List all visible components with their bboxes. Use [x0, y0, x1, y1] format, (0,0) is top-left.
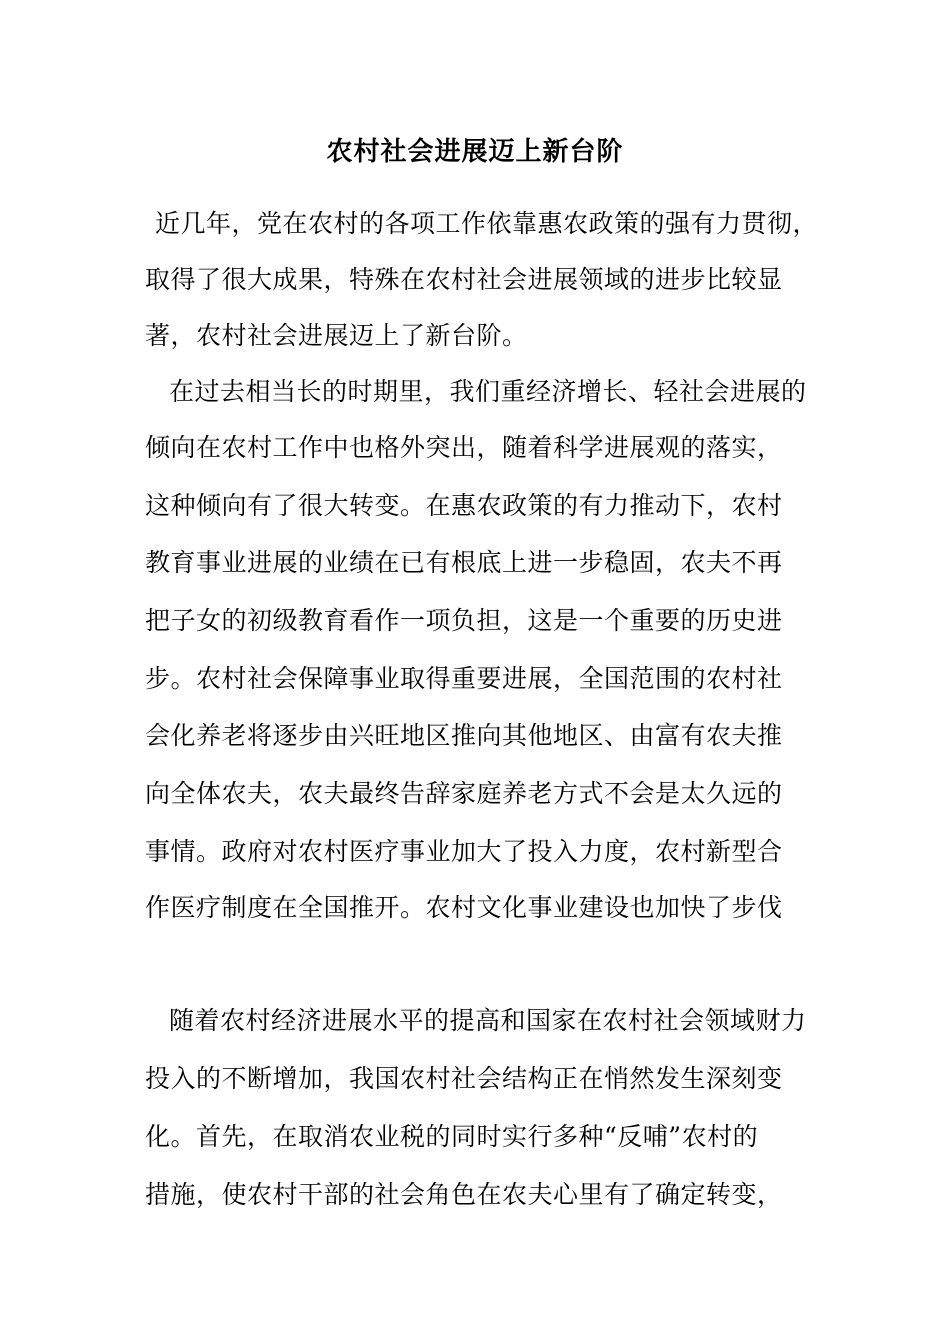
paragraph-2-line-5: 把子女的初级教育看作一项负担，这是一个重要的历史进	[145, 606, 783, 635]
paragraph-2-line-4: 教育事业进展的业绩在已有根底上进一步稳固，农夫不再	[145, 548, 783, 577]
paragraph-2-line-3: 这种倾向有了很大转变。在惠农政策的有力推动下，农村	[145, 491, 783, 520]
paragraph-3-line-1: 随着农村经济进展水平的提高和国家在农村社会领域财力	[169, 1006, 807, 1035]
paragraph-2-line-10: 作医疗制度在全国推开。农村文化事业建设也加快了步伐	[145, 893, 783, 922]
paragraph-3-line-3: 化。首先，在取消农业税的同时实行多种“反哺”农村的	[145, 1122, 759, 1151]
paragraph-3-line-4: 措施，使农村干部的社会角色在农夫心里有了确定转变，	[145, 1180, 783, 1209]
paragraph-1-line-2: 取得了很大成果，特殊在农村社会进展领域的进步比较显	[145, 265, 783, 294]
paragraph-1-line-3: 著，农村社会进展迈上了新台阶。	[145, 321, 528, 350]
paragraph-2-line-6: 步。农村社会保障事业取得重要进展，全国范围的农村社	[145, 664, 783, 693]
paragraph-2-line-8: 向全体农夫，农夫最终告辞家庭养老方式不会是太久远的	[145, 779, 783, 808]
paragraph-2-line-9: 事情。政府对农村医疗事业加大了投入力度，农村新型合	[145, 837, 783, 866]
paragraph-2-line-2: 倾向在农村工作中也格外突出，随着科学进展观的落实，	[145, 433, 783, 462]
paragraph-2-line-7: 会化养老将逐步由兴旺地区推向其他地区、由富有农夫推	[145, 721, 783, 750]
paragraph-2-line-1: 在过去相当长的时期里，我们重经济增长、轻社会进展的	[169, 377, 807, 406]
paragraph-3-line-2: 投入的不断增加，我国农村社会结构正在悄然发生深刻变	[145, 1064, 783, 1093]
paragraph-1-line-1: 近几年，党在农村的各项工作依靠惠农政策的强有力贯彻，	[155, 209, 819, 238]
document-title: 农村社会进展迈上新台阶	[326, 137, 624, 167]
